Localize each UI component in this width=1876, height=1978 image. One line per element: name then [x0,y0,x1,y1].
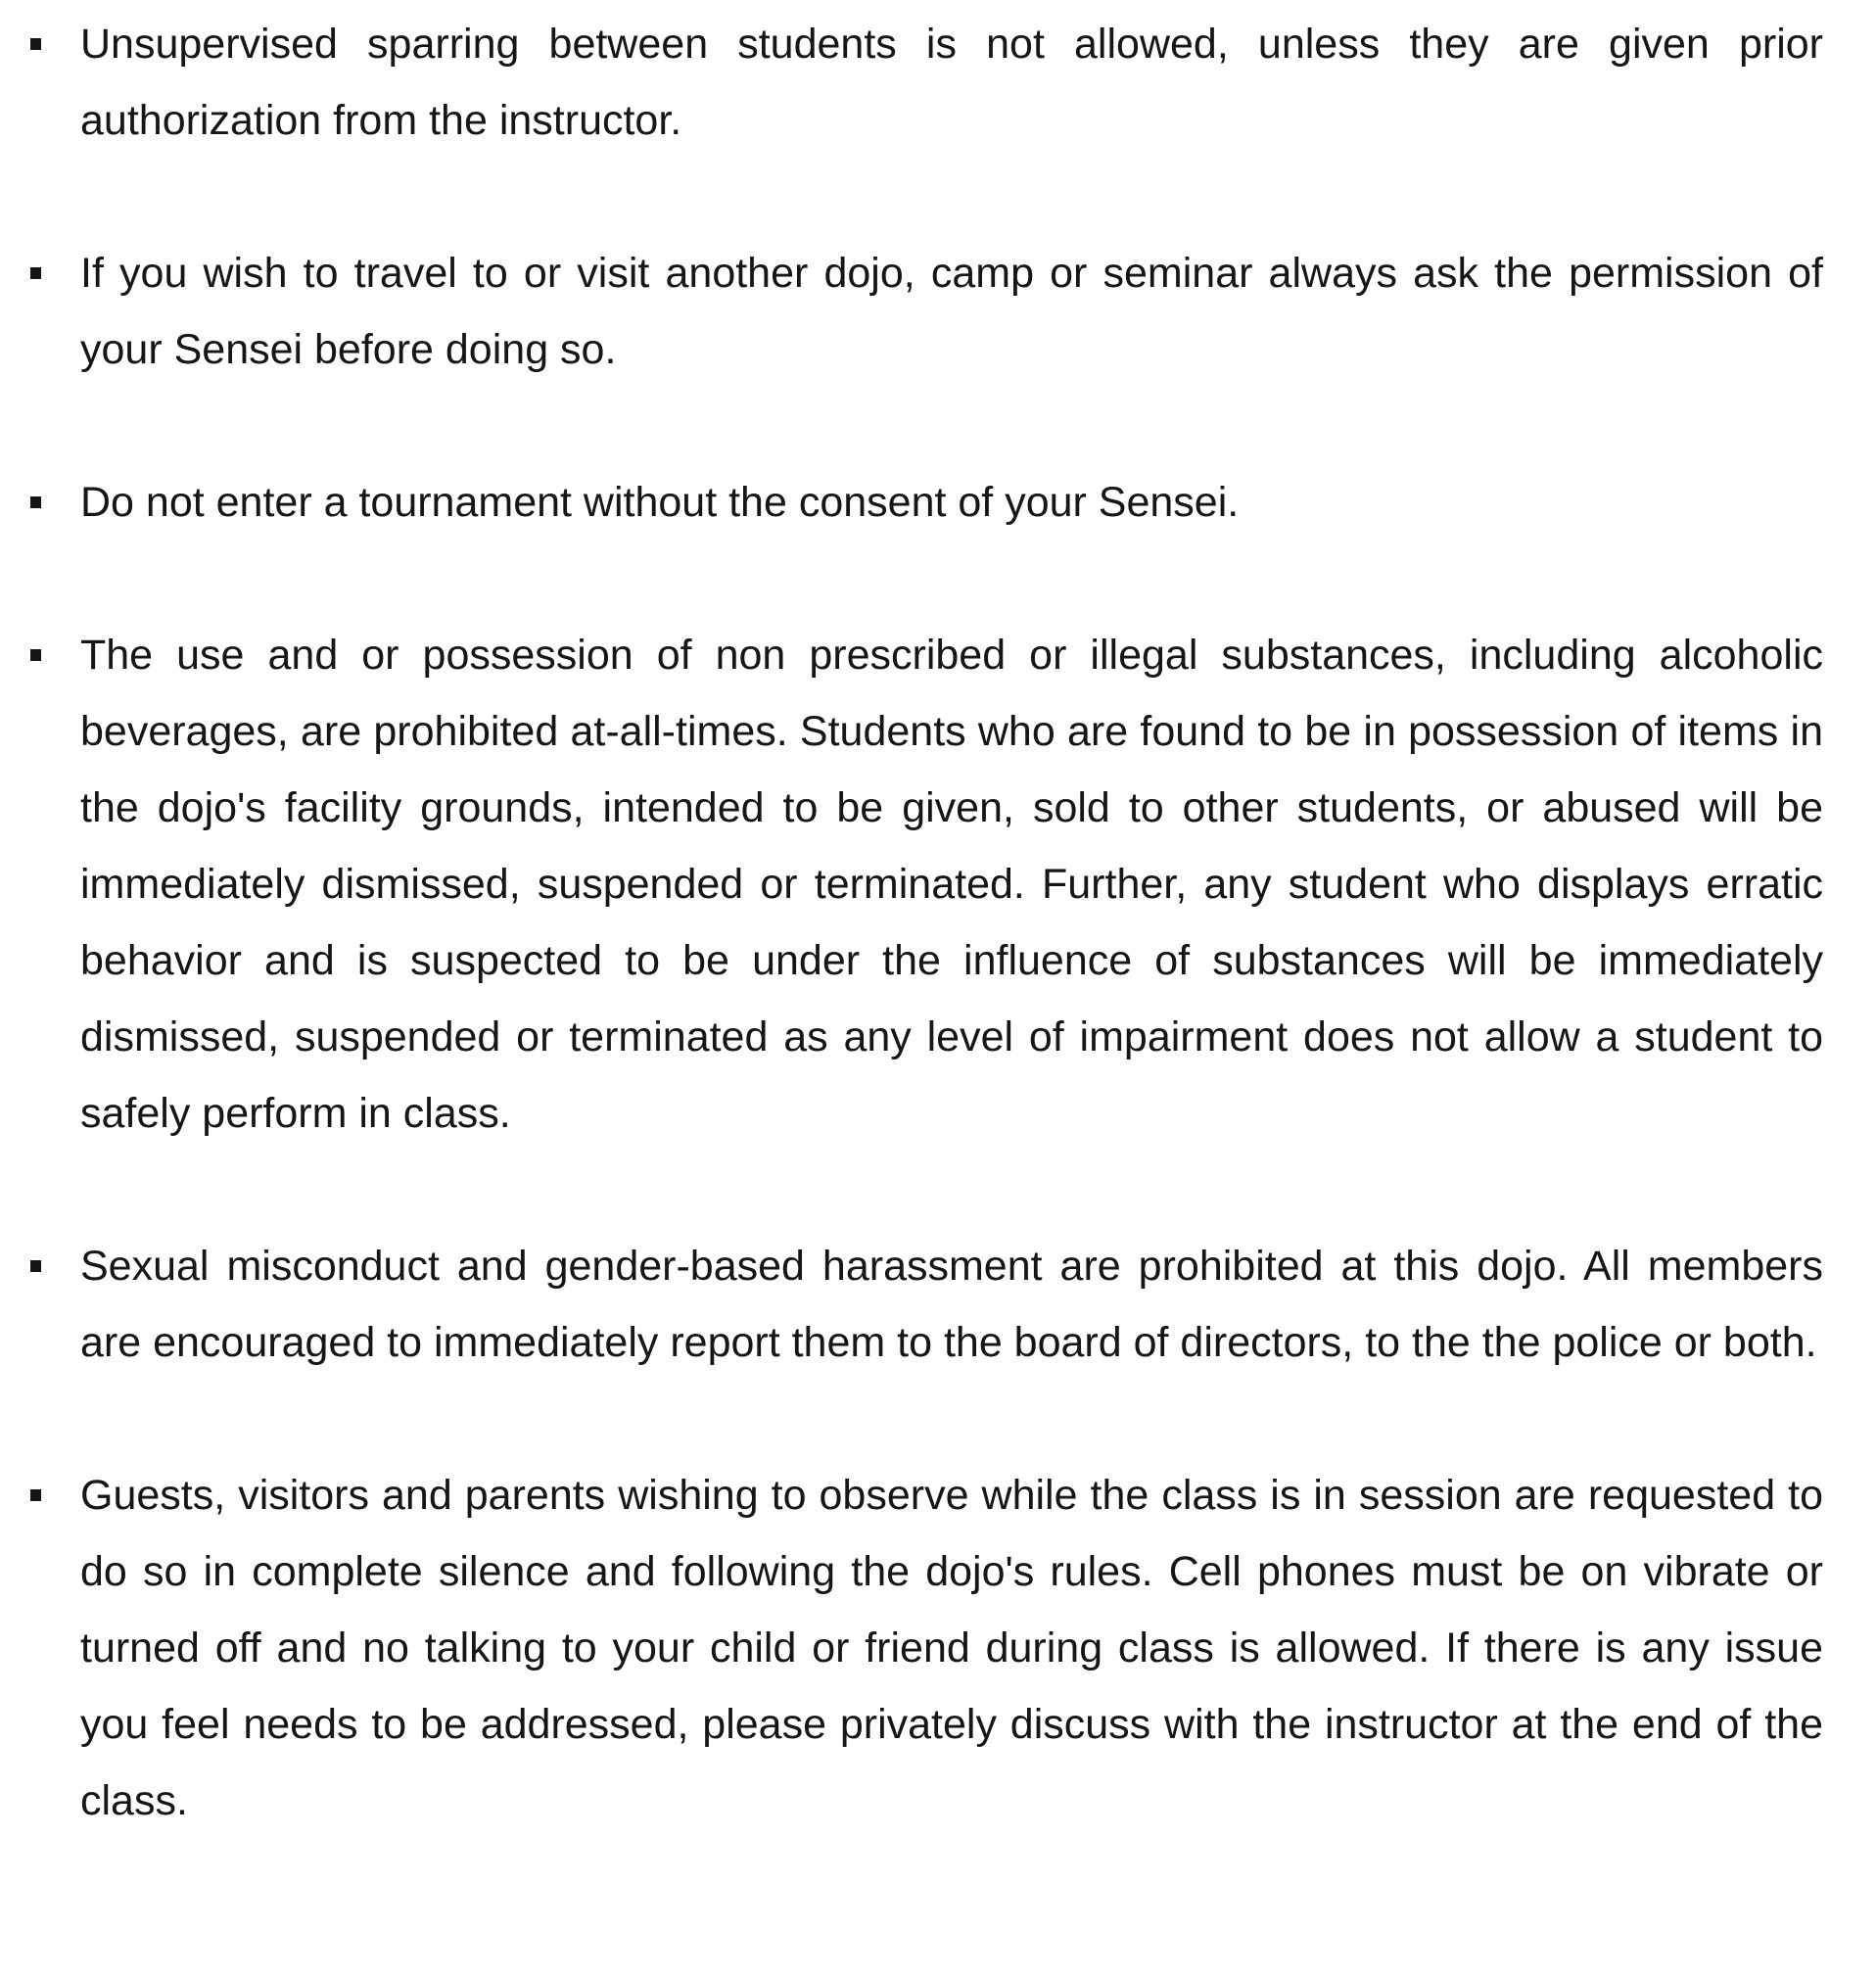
square-bullet-icon [30,496,41,508]
list-item [80,1457,1823,1839]
list-item [80,617,1823,1152]
square-bullet-icon [30,1489,41,1501]
rule-text: The use and or possession of non prescribed or illegal substances, including alcoholic beverages, are prohibited at-all-times. Students who are found to be in possession of items in the dojo's facility grounds, intended to be given, sold to other students, or abused will be immediately dismissed, suspended or terminated. Further, any student who displays erratic behavior and is suspected to be under the influence of substances will be immediately dismissed, suspended or terminated as any level of impairment does not allow a student to safely perform in class. [80,632,1823,1137]
rule-text: Guests, visitors and parents wishing to observe while the class is in session are requested to do so in complete silence and following the dojo's rules. Cell phones must be on vibrate or turned off and no talking to your child or friend during class is allowed. If there is any issue you feel needs to be addressed, please privately discuss with the instructor at the end of the class. [80,1472,1823,1824]
rule-text: Sexual misconduct and gender-based harassment are prohibited at this dojo. All members are encouraged to immediately report them to the board of directors, to the the police or both. [80,1243,1823,1366]
list-item [80,6,1823,159]
list-item [80,1228,1823,1381]
rule-text: Do not enter a tournament without the consent of your Sensei. [80,479,1240,526]
rule-text: Unsupervised sparring between students is not allowed, unless they are given prior authorization from the instructor. [80,21,1823,144]
square-bullet-icon [30,1260,41,1272]
square-bullet-icon [30,38,41,50]
rule-text: If you wish to travel to or visit another dojo, camp or seminar always ask the permission of your Sensei before doing so. [80,250,1823,373]
list-item [80,235,1823,388]
square-bullet-icon [30,267,41,279]
square-bullet-icon [30,649,41,661]
list-item [80,464,1823,541]
rules-list [80,6,1823,1839]
